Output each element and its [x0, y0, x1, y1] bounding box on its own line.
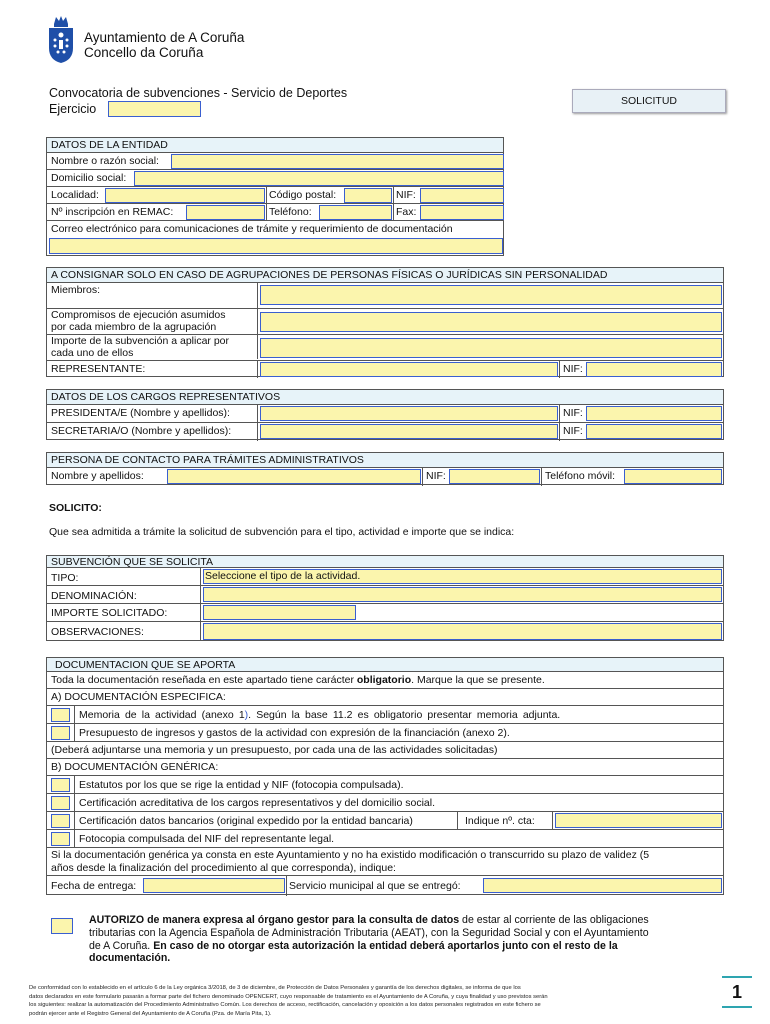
intro-pre: Toda la documentación reseñada en este apartado tiene carácter — [51, 674, 357, 686]
domicilio-label: Domicilio social: — [51, 172, 127, 184]
presupuesto-label: Presupuesto de ingresos y gastos de la actividad con expresión de la financiación (anexo 2). — [79, 727, 510, 739]
coat-of-arms-logo — [47, 14, 75, 64]
nombre-label: Nombre o razón social: — [51, 155, 159, 167]
cuenta-label: Indique nº. cta: — [465, 815, 535, 827]
bancarios-label: Certificación datos bancarios (original expedido por la entidad bancaria) — [79, 815, 413, 827]
contacto-nif-field[interactable] — [449, 469, 540, 484]
miembros-field[interactable] — [260, 285, 722, 305]
doc-a-title: A) DOCUMENTACIÓN ESPECIFICA: — [51, 691, 226, 703]
localidad-field[interactable] — [105, 188, 265, 203]
representante-nif-label: NIF: — [563, 363, 583, 375]
estatutos-checkbox[interactable] — [51, 778, 70, 792]
contacto-section — [46, 452, 724, 485]
importe-label-2: cada uno de ellos — [51, 347, 134, 359]
autorizo-bold-3: En caso de no otorgar esta autorización la entidad deberá aportarlos junto con el resto de la — [153, 939, 618, 952]
denominacion-label: DENOMINACIÓN: — [51, 590, 137, 602]
compromisos-label: Compromisos de ejecución asumidos — [51, 309, 226, 321]
secretario-nif-label: NIF: — [563, 425, 583, 437]
importe-agrupacion-field[interactable] — [260, 338, 722, 358]
tipo-selected-value: Seleccione el tipo de la actividad. — [205, 570, 361, 582]
presidente-field[interactable] — [260, 406, 558, 421]
documentacion-section — [46, 657, 724, 895]
documentacion-title: DOCUMENTACION QUE SE APORTA — [55, 659, 236, 671]
fecha-entrega-field[interactable] — [143, 878, 285, 893]
privacy-line-2: datos declarados en este formulario pasarán a formar parte del fichero denominado OPENCERT, cuyo responsable de tratamiento es el Ayuntamiento de A Coruña, y cuya finalidad y uso previstos serán — [29, 993, 548, 1000]
autorizo-bold-1: AUTORIZO de manera expresa al órgano gestor para la consulta de datos — [89, 914, 460, 926]
autorizo-text — [89, 914, 719, 965]
subvencion-title: SUBVENCIÓN QUE SE SOLICITA — [51, 556, 214, 568]
representante-label: REPRESENTANTE: — [51, 363, 146, 375]
representante-field[interactable] — [260, 362, 558, 377]
doc-a-note: (Deberá adjuntarse una memoria y un presupuesto, por cada una de las actividades solicitadas) — [51, 744, 498, 756]
nif-representante-label: Fotocopia compulsada del NIF del representante legal. — [79, 833, 335, 845]
intro-bold: obligatorio — [356, 674, 412, 686]
correo-label: Correo electrónico para comunicaciones de trámite y requerimiento de documentación — [51, 223, 453, 235]
presupuesto-checkbox[interactable] — [51, 726, 70, 740]
memoria-label — [79, 709, 560, 722]
importe-solicitado-field[interactable] — [203, 605, 356, 620]
privacy-line-4: podrán ejercer ante el Registro General del Ayuntamiento de A Coruña (Pza. de María Pita, 1). — [29, 1010, 272, 1017]
compromisos-label-2: por cada miembro de la agrupación — [51, 321, 217, 333]
observaciones-field[interactable] — [203, 623, 722, 640]
doc-b-note: Si la documentación genérica ya consta en este Ayuntamiento y no ha existido modificación o transcurrido su plazo de validez (5 — [51, 849, 650, 861]
cargos-cert-label: Certificación acreditativa de los cargos representativos y del domicilio social. — [79, 797, 435, 809]
secretario-nif-field[interactable] — [586, 424, 722, 439]
cargos-title: DATOS DE LOS CARGOS REPRESENTATIVOS — [51, 391, 281, 403]
contacto-nombre-label: Nombre y apellidos: — [51, 470, 144, 482]
memoria-checkbox[interactable] — [51, 708, 70, 722]
documentacion-intro — [51, 674, 545, 687]
secretario-field[interactable] — [260, 424, 558, 439]
autorizo-checkbox[interactable] — [51, 918, 73, 934]
importe-label: Importe de la subvención a aplicar por — [51, 335, 230, 347]
intro-post: . Marque la que se presente. — [411, 674, 545, 686]
memoria-label-paren: ) — [244, 709, 249, 721]
fecha-entrega-label: Fecha de entrega: — [51, 880, 137, 892]
remac-field[interactable] — [186, 205, 265, 220]
cuenta-field[interactable] — [555, 813, 722, 828]
representante-nif-field[interactable] — [586, 362, 722, 377]
contacto-nif-label: NIF: — [426, 470, 446, 482]
autorizo-text-1: de estar al corriente de las obligaciones — [459, 914, 649, 926]
cargos-cert-checkbox[interactable] — [51, 796, 70, 810]
entidad-section — [46, 137, 504, 256]
agrupaciones-title: A CONSIGNAR SOLO EN CASO DE AGRUPACIONES DE PERSONAS FÍSICAS O JURÍDICAS SIN PERSONALIDAD — [51, 269, 608, 281]
bancarios-checkbox[interactable] — [51, 814, 70, 828]
contacto-nombre-field[interactable] — [167, 469, 421, 484]
cargos-section — [46, 389, 724, 440]
presidente-nif-field[interactable] — [586, 406, 722, 421]
servicio-field[interactable] — [483, 878, 722, 893]
contacto-telefono-label: Teléfono móvil: — [545, 470, 616, 482]
memoria-label-post: . Según la base 11.2 es obligatorio presentar memoria adjunta. — [248, 709, 561, 721]
correo-field[interactable] — [49, 238, 503, 254]
subvencion-section — [46, 555, 724, 641]
nombre-field[interactable] — [171, 154, 504, 169]
compromisos-field[interactable] — [260, 312, 722, 332]
autorizo-bold-4: documentación. — [89, 952, 171, 965]
privacy-footer — [29, 984, 709, 1018]
domicilio-field[interactable] — [134, 171, 504, 186]
telefono-label: Teléfono: — [269, 206, 312, 218]
estatutos-label: Estatutos por los que se rige la entidad y NIF (fotocopia compulsada). — [79, 779, 404, 791]
nif-label: NIF: — [396, 189, 416, 201]
contacto-title: PERSONA DE CONTACTO PARA TRÁMITES ADMINISTRATIVOS — [51, 454, 364, 466]
contacto-telefono-field[interactable] — [624, 469, 722, 484]
nif-representante-checkbox[interactable] — [51, 832, 70, 846]
doc-b-title: B) DOCUMENTACIÓN GENÉRICA: — [51, 761, 219, 773]
ejercicio-label: Ejercicio — [49, 102, 97, 116]
remac-label: Nº inscripción en REMAC: — [51, 206, 174, 218]
org-name: Ayuntamiento de A Coruña — [84, 30, 245, 45]
ejercicio-field[interactable] — [108, 101, 201, 117]
secretario-label: SECRETARIA/O (Nombre y apellidos): — [51, 425, 232, 437]
entidad-title: DATOS DE LA ENTIDAD — [51, 139, 168, 151]
autorizo-text-3: de A Coruña. — [89, 939, 154, 952]
privacy-line-3: los siguientes: realizar la automatización del Procedimiento Administrativo Común. Los derechos de acceso, rectificación, cancelación y oposición a los datos personales registrados en este fichero se — [29, 1002, 541, 1008]
tipo-select[interactable] — [203, 569, 722, 584]
observaciones-label: OBSERVACIONES: — [51, 626, 144, 638]
agrupaciones-section — [46, 267, 724, 377]
codigo-postal-field[interactable] — [344, 188, 392, 203]
tipo-label: TIPO: — [51, 572, 79, 584]
telefono-field[interactable] — [319, 205, 392, 220]
presidente-label: PRESIDENTA/E (Nombre y apellidos): — [51, 407, 230, 419]
fax-field[interactable] — [420, 205, 504, 220]
presidente-nif-label: NIF: — [563, 407, 583, 419]
importe-solicitado-label: IMPORTE SOLICITADO: — [51, 607, 168, 619]
miembros-label: Miembros: — [51, 284, 101, 296]
solicito-text: Que sea admitida a trámite la solicitud de subvención para el tipo, actividad e importe que se indica: — [49, 526, 515, 538]
page-title: Convocatoria de subvenciones - Servicio de Deportes — [49, 86, 348, 100]
solicitud-button[interactable]: SOLICITUD — [572, 89, 726, 113]
codigo-postal-label: Código postal: — [269, 189, 337, 201]
org-name-gl: Concello da Coruña — [84, 45, 204, 60]
memoria-label-pre: Memoria de la actividad (anexo 1 — [79, 709, 245, 721]
localidad-label: Localidad: — [51, 189, 99, 201]
privacy-line-1: De conformidad con lo establecido en el artículo 6 de la Ley orgánica 3/2018, de 3 de diciembre, de Protección de Datos Personales y garantía de los derechos digitales, se informa de que los — [29, 985, 521, 991]
nif-field[interactable] — [420, 188, 504, 203]
autorizo-text-2: tributarias con la Agencia Española de Administración Tributaria (AEAT), con la Seguridad Social y con el Ayuntamiento — [89, 926, 649, 939]
fax-label: Fax: — [396, 206, 417, 218]
denominacion-field[interactable] — [203, 587, 722, 602]
doc-b-note-2: años desde la finalización del procedimiento al que corresponda), indique: — [51, 862, 396, 874]
solicito-heading: SOLICITO: — [49, 502, 102, 514]
page-number: 1 — [722, 976, 752, 1008]
servicio-label: Servicio municipal al que se entregó: — [289, 880, 461, 892]
